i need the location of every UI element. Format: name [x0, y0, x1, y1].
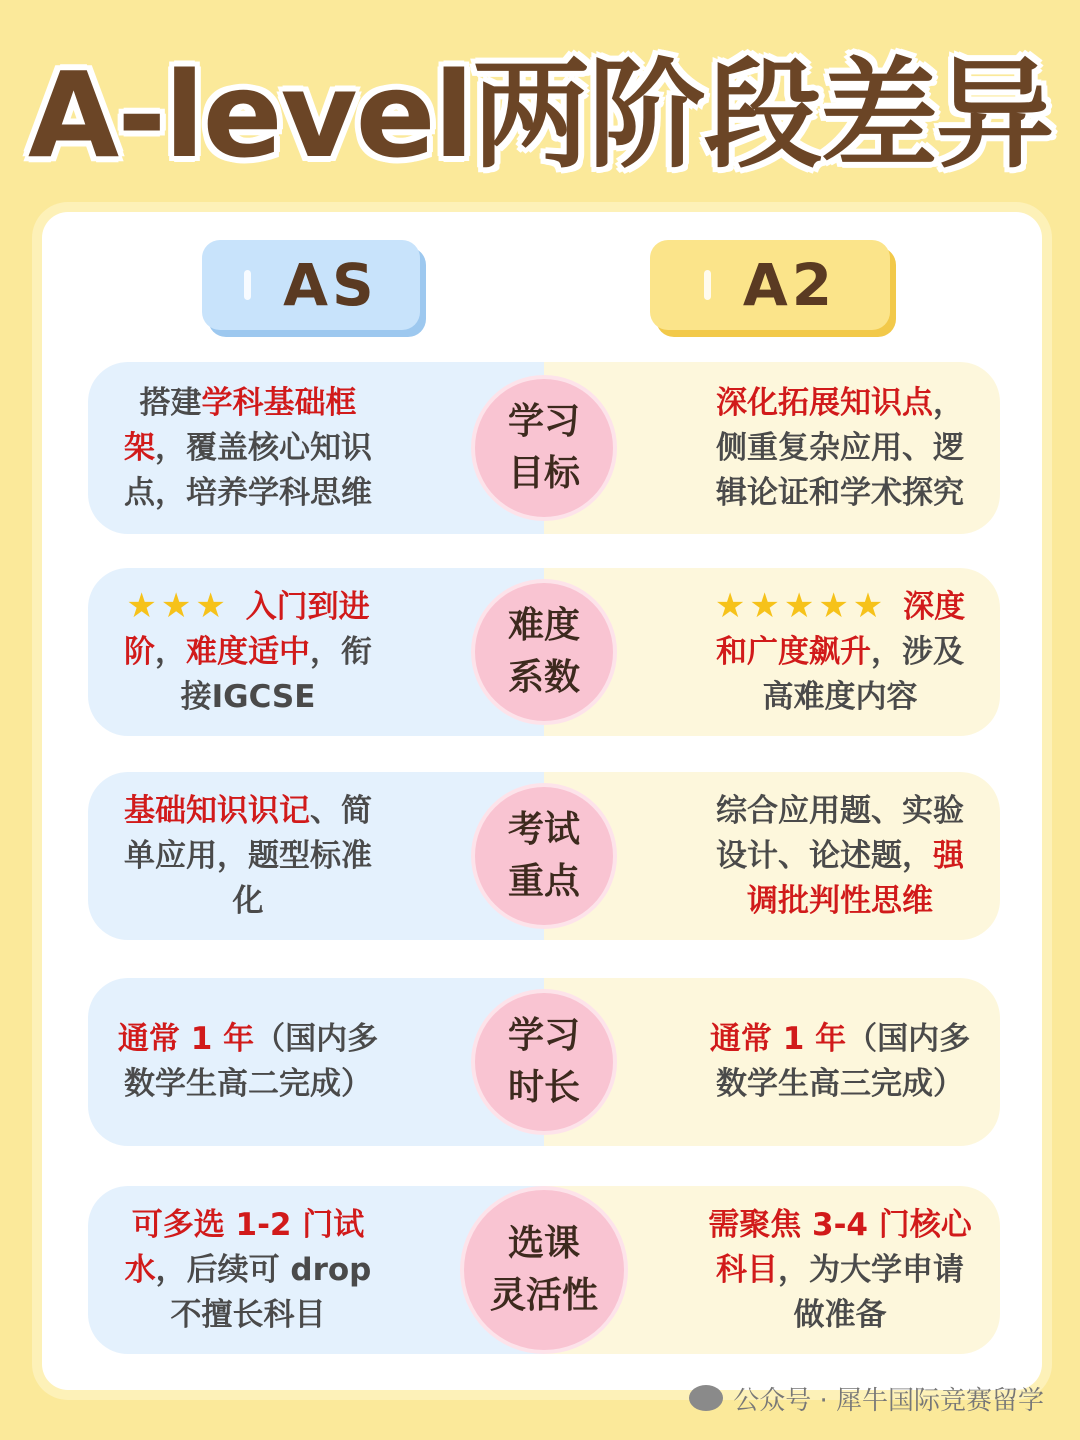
highlight-text: 可多选 1-2 门试水: [124, 1206, 365, 1288]
body-text: ，衔接IGCSE: [180, 634, 372, 715]
thermometer-icon: [704, 270, 711, 300]
highlight-text: 需聚焦 3-4 门核心科目: [708, 1206, 972, 1288]
row-label-badge: 选课 灵活性: [464, 1190, 624, 1350]
thermometer-icon: [244, 270, 251, 300]
as-description: [112, 789, 384, 924]
page-title: A-level两阶段差异: [27, 46, 1053, 184]
body-text: 综合应用题、实验设计、论述题，: [716, 792, 964, 874]
row-label-badge: 考试 重点: [475, 787, 613, 925]
a2-description: [704, 381, 976, 516]
comparison-row: [88, 568, 1000, 736]
body-text: ，覆盖核心知识点，培养学科思维: [124, 429, 372, 511]
row-label-badge: 学习 目标: [475, 379, 613, 517]
highlight-text: 通常 1 年: [117, 1021, 255, 1057]
comparison-row: [88, 772, 1000, 940]
column-header-a2: [650, 240, 890, 330]
comparison-row: [88, 362, 1000, 534]
body-text: ，涉及高难度内容: [762, 634, 964, 715]
highlight-text: 深度和广度飙升: [716, 589, 966, 670]
highlight-text: 深化拓展知识点: [716, 384, 933, 421]
a2-description: [704, 789, 976, 924]
highlight-text: 基础知识识记: [124, 792, 310, 829]
column-header-a2-label: A2: [742, 251, 837, 319]
body-text: （国内多数学生高二完成）: [124, 1021, 379, 1102]
highlight-text: 学科基础框架: [124, 384, 357, 466]
body-text: ，侧重复杂应用、逻辑论证和学术探究: [716, 384, 964, 511]
footer-text: 公众号 · 犀牛国际竞赛留学: [733, 1385, 1044, 1416]
highlight-text: 难度适中: [186, 634, 310, 670]
a2-description: [704, 1203, 976, 1338]
difficulty-stars-icon: ★★★: [126, 586, 246, 626]
highlight-text: 入门到进阶: [124, 589, 370, 670]
as-description: [112, 584, 384, 720]
as-description: [112, 1203, 384, 1338]
body-text: 搭建: [139, 384, 202, 421]
as-description: [112, 381, 384, 516]
comparison-row: [88, 978, 1000, 1146]
comparison-row: [88, 1186, 1000, 1354]
body-text: ，为大学申请做准备: [778, 1251, 964, 1333]
row-label-badge: 学习 时长: [475, 993, 613, 1131]
wechat-icon: [689, 1385, 723, 1411]
body-text: （国内多数学生高三完成）: [716, 1021, 971, 1102]
body-text: ，后续可 drop 不擅长科目: [155, 1251, 372, 1333]
as-description: [112, 1017, 384, 1107]
row-label-badge: 难度 系数: [475, 583, 613, 721]
highlight-text: 通常 1 年: [709, 1021, 847, 1057]
footer-watermark: [689, 1376, 1044, 1420]
column-header-as-label: AS: [283, 251, 378, 319]
a2-description: [704, 1017, 976, 1107]
body-text: 、简单应用，题型标准化: [124, 792, 372, 919]
highlight-text: 强调批判性思维: [747, 837, 964, 919]
a2-description: [704, 584, 976, 720]
body-text: ，: [155, 634, 186, 670]
difficulty-stars-icon: ★★★★★: [714, 586, 904, 626]
column-header-as: [202, 240, 420, 330]
